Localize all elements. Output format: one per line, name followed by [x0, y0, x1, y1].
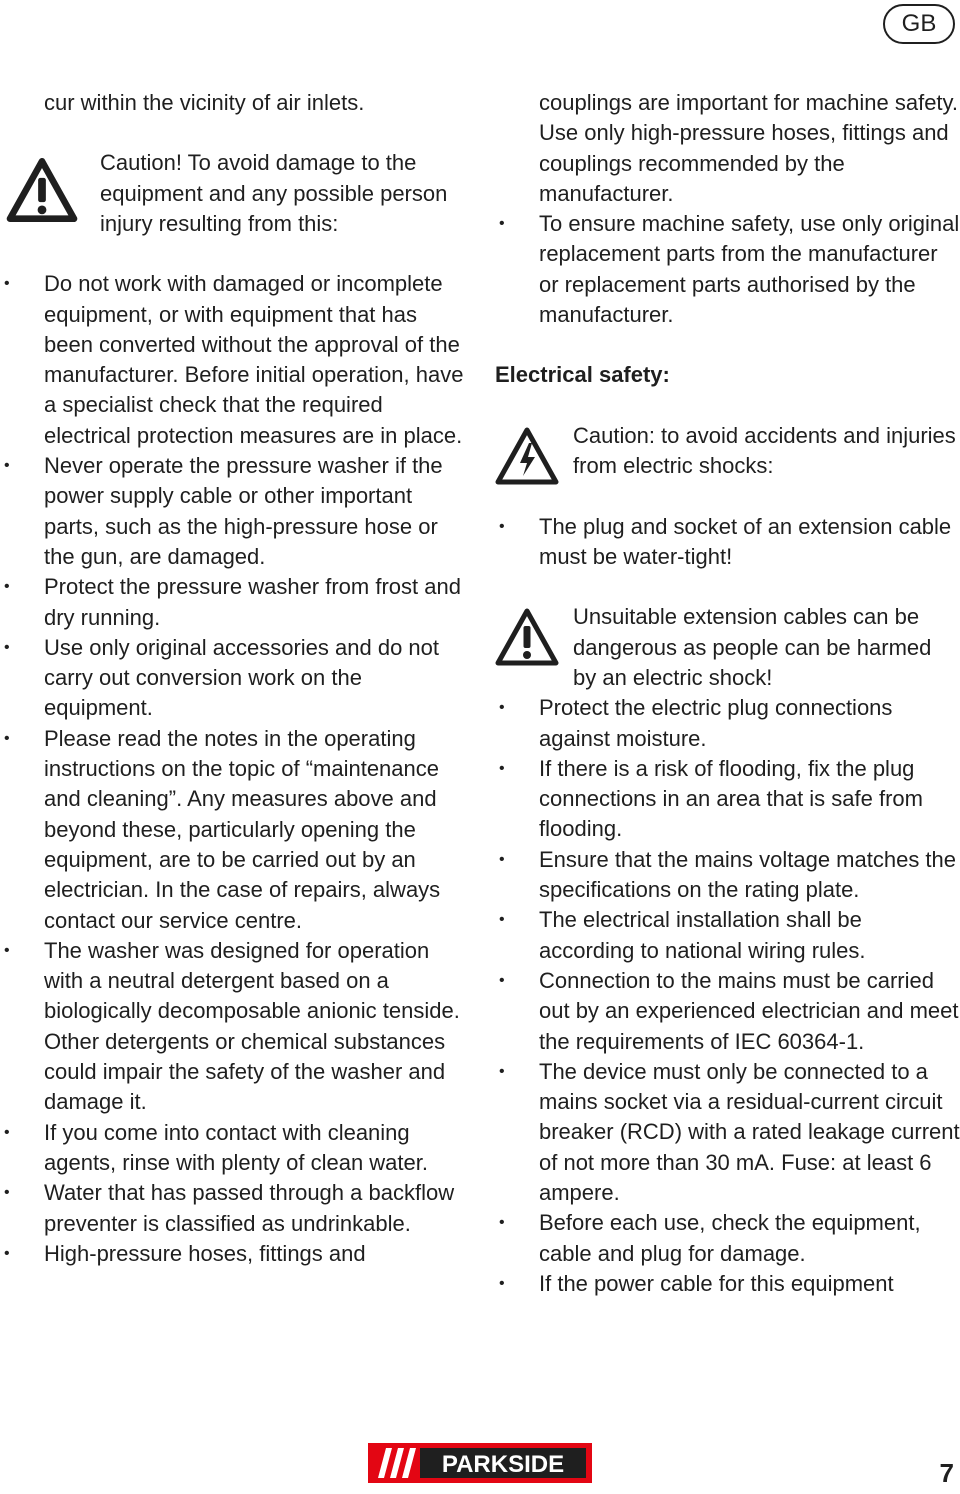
right-bullet-list-b	[495, 512, 960, 573]
bullet-item: • The plug and socket of an extension cable must be water-tight!	[495, 512, 960, 573]
bullet-item: • Do not work with damaged or incomplete equipment, or with equipment that has been converted without the approval of the manufacturer. Before initial operation, have a specialist check that the required electrical protection measures are in place.	[0, 269, 470, 451]
parkside-logo	[368, 1440, 592, 1486]
bullet-item: • If you come into contact with cleaning agents, rinse with plenty of clean water.	[0, 1118, 470, 1179]
bullet-item: • The device must only be connected to a mains socket via a residual-current circuit breaker (RCD) with a rated leakage current of not more than 30 mA. Fuse: at least 6 ampere.	[495, 1057, 960, 1208]
bullet-item: • If there is a risk of flooding, fix the plug connections in an area that is safe from flooding.	[495, 754, 960, 845]
right-bullet-list-a	[495, 209, 960, 330]
bullet-item: • If the power cable for this equipment	[495, 1269, 960, 1299]
parkside-logo-text: PARKSIDE	[441, 1451, 565, 1478]
bullet-item: • Protect the electric plug connections against moisture.	[495, 693, 960, 754]
bullet-item: • The washer was designed for operation with a neutral detergent based on a biologically decomposable anionic tenside. Other detergents or chemical substances could impair the safety of the washer and damage it.	[0, 936, 470, 1118]
bullet-item: • Protect the pressure washer from frost and dry running.	[0, 572, 470, 633]
bullet-item: • Before each use, check the equipment, cable and plug for damage.	[495, 1208, 960, 1269]
right-column	[495, 88, 960, 1299]
continuation-text: couplings are important for machine safety. Use only high-pressure hoses, fittings and couplings recommended by the manufacturer.	[539, 90, 959, 206]
parkside-logo-graphic	[368, 1440, 592, 1486]
electric-caution-text: Caution: to avoid accidents and injuries from electric shocks:	[573, 422, 956, 478]
intro-text: cur within the vicinity of air inlets.	[44, 90, 365, 115]
extension-cable-warning-text: Unsuitable extension cables can be dangerous as people can be harmed by an electric shock!	[573, 604, 932, 690]
right-bullet-list-c	[495, 693, 960, 1299]
section-heading: Electrical safety:	[495, 362, 670, 388]
bullet-item: • Water that has passed through a backflow preventer is classified as undrinkable.	[0, 1178, 470, 1239]
bullet-item: • Please read the notes in the operating instructions on the topic of “maintenance and cleaning”. Any measures above and beyond these, particularly opening the equipment, are to be carried out by an electrician. In the case of repairs, always contact our service centre.	[0, 724, 470, 936]
bullet-item: • Ensure that the mains voltage matches the specifications on the rating plate.	[495, 845, 960, 906]
warning-icon	[6, 158, 78, 222]
electric-shock-warning-icon	[495, 427, 559, 485]
page-number: 7	[939, 1458, 954, 1488]
bullet-item: • The electrical installation shall be according to national wiring rules.	[495, 905, 960, 966]
bullet-item: • Connection to the mains must be carried out by an experienced electrician and meet the requirements of IEC 60364-1.	[495, 966, 960, 1057]
warning-icon	[495, 608, 559, 666]
left-bullet-list	[0, 269, 470, 1269]
caution-text: Caution! To avoid damage to the equipment and any possible person injury resulting from this:	[100, 150, 448, 236]
left-column	[0, 88, 470, 1269]
bullet-item: • Use only original accessories and do not carry out conversion work on the equipment.	[0, 633, 470, 724]
extension-cable-warning-block	[495, 602, 960, 693]
caution-block	[0, 148, 470, 239]
bullet-item: • High-pressure hoses, fittings and	[0, 1239, 470, 1269]
electric-caution-block	[495, 421, 960, 512]
bullet-item: • To ensure machine safety, use only original replacement parts from the manufacturer or replacement parts authorised by the manufacturer.	[495, 209, 960, 330]
bullet-item: • Never operate the pressure washer if the power supply cable or other important parts, such as the high-pressure hose or the gun, are damaged.	[0, 451, 470, 572]
language-badge: GB	[883, 4, 955, 44]
